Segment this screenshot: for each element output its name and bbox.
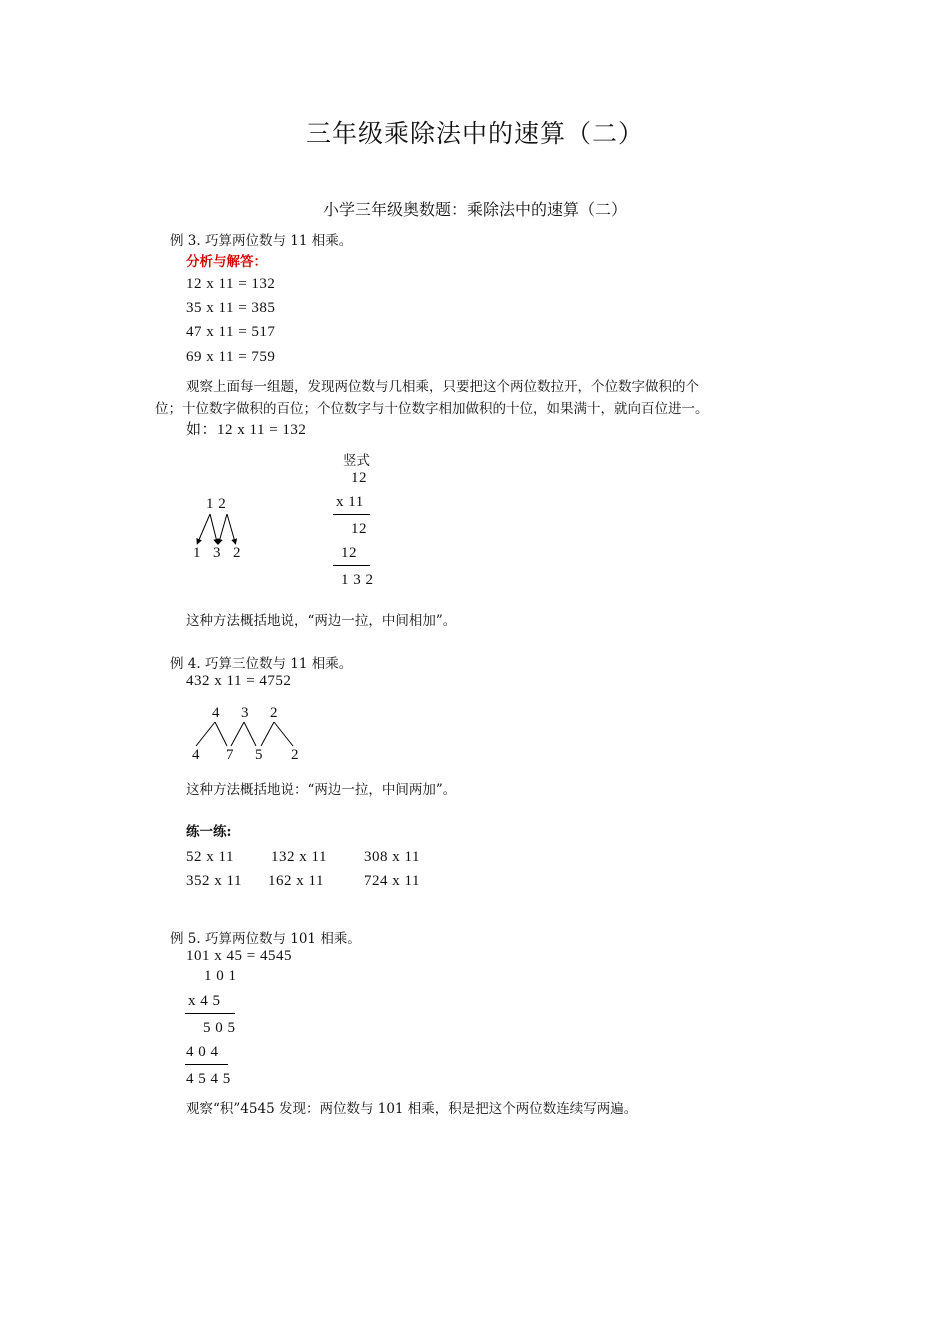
example5-heading: 例 5. 巧算两位数与 101 相乘。 — [170, 931, 361, 947]
equation-1: 12 x 11 = 132 — [186, 276, 276, 292]
zigzag-lines — [190, 720, 300, 750]
vertical-label: 竖式 — [343, 453, 370, 469]
zigzag-bottom-digit: 7 — [226, 747, 234, 763]
practice-item: 352 x 11 — [186, 873, 242, 889]
spread-diagram-top: 1 2 — [206, 496, 227, 512]
example5-partial-2: 4 0 4 — [186, 1044, 219, 1060]
practice-item: 162 x 11 — [268, 873, 324, 889]
vertical-rule — [333, 565, 370, 566]
vertical-partial-2: 12 — [341, 545, 357, 561]
vertical-partial-1: 12 — [351, 521, 367, 537]
zigzag-bottom-digit: 2 — [291, 747, 299, 763]
example5-partial-1: 5 0 5 — [203, 1020, 236, 1036]
practice-item: 52 x 11 — [186, 849, 234, 865]
example4-summary: 这种方法概括地说：“两边一拉，中间两加”。 — [186, 782, 457, 798]
vertical-rule — [333, 514, 370, 515]
example3-summary: 这种方法概括地说，“两边一拉，中间相加”。 — [186, 613, 457, 629]
equation-3: 47 x 11 = 517 — [186, 324, 276, 340]
practice-label: 练一练: — [186, 824, 232, 840]
zigzag-bottom-digit: 5 — [255, 747, 263, 763]
practice-item: 308 x 11 — [364, 849, 420, 865]
example4-equation: 432 x 11 = 4752 — [186, 673, 292, 689]
example5-equation: 101 x 45 = 4545 — [186, 948, 292, 964]
zigzag-top-digit: 3 — [241, 705, 249, 721]
equation-2: 35 x 11 = 385 — [186, 300, 276, 316]
example5-rule — [185, 1013, 235, 1014]
vertical-result: 1 3 2 — [341, 572, 374, 588]
zigzag-top-digit: 4 — [212, 705, 220, 721]
analysis-label: 分析与解答： — [186, 254, 267, 270]
spread-result-digit: 1 — [193, 545, 201, 561]
example5-result: 4 5 4 5 — [186, 1071, 231, 1087]
practice-item: 724 x 11 — [364, 873, 420, 889]
page-subtitle: 小学三年级奥数题：乘除法中的速算（二） — [322, 200, 627, 219]
example4-heading: 例 4. 巧算三位数与 11 相乘。 — [170, 656, 353, 672]
equation-4: 69 x 11 = 759 — [186, 349, 276, 365]
example-line: 如：12 x 11 = 132 — [186, 422, 307, 438]
explanation-line-1: 观察上面每一组题，发现两位数与几相乘，只要把这个两位数拉开，个位数字做积的个 — [186, 379, 699, 395]
spread-result-digit: 2 — [233, 545, 241, 561]
vertical-multiplier: x 11 — [336, 494, 364, 510]
example5-multiplicand: 1 0 1 — [204, 968, 237, 984]
zigzag-bottom-digit: 4 — [192, 747, 200, 763]
explanation-line-2: 位；十位数字做积的百位；个位数字与十位数字相加做积的十位，如果满十，就向百位进一。 — [155, 401, 709, 417]
zigzag-top-digit: 2 — [270, 705, 278, 721]
example5-rule — [185, 1064, 228, 1065]
spread-result-digit: 3 — [213, 545, 221, 561]
example5-summary: 观察“积”4545 发现：两位数与 101 相乘，积是把这个两位数连续写两遍。 — [186, 1101, 638, 1117]
practice-item: 132 x 11 — [271, 849, 327, 865]
example3-heading: 例 3. 巧算两位数与 11 相乘。 — [170, 233, 353, 249]
vertical-multiplicand: 12 — [351, 470, 367, 486]
example5-multiplier: x 4 5 — [188, 993, 221, 1009]
page-title: 三年级乘除法中的速算（二） — [305, 119, 644, 148]
